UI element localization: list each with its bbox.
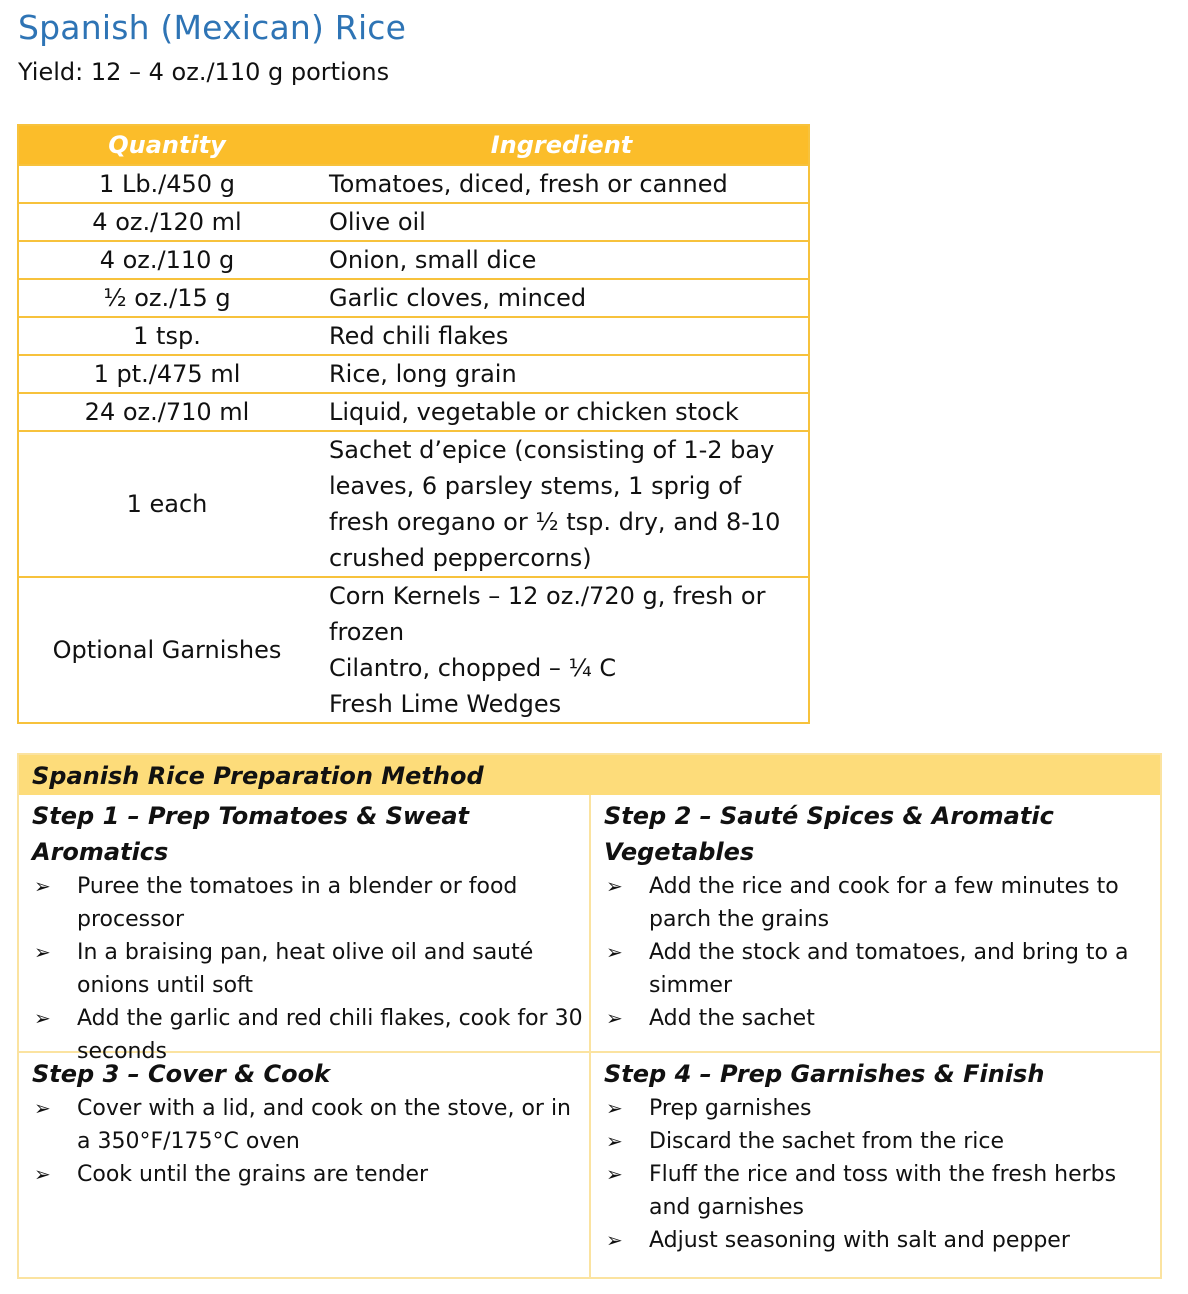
method-heading: Spanish Rice Preparation Method xyxy=(19,755,1160,795)
arrow-bullet-icon: ➢ xyxy=(34,874,51,898)
bullet-line: and garnishes xyxy=(649,1195,804,1220)
quantity-cell: 1 pt./475 ml xyxy=(18,355,315,393)
step-1-cell xyxy=(19,795,591,1064)
ingredient-line: leaves, 6 parsley stems, 1 sprig of xyxy=(329,472,742,500)
ingredients-table xyxy=(17,124,810,724)
ingredient-line: Rice, long grain xyxy=(329,360,517,388)
quantity-cell: Optional Garnishes xyxy=(18,577,315,723)
bullet-line: processor xyxy=(77,907,185,932)
bullet-line: parch the grains xyxy=(649,907,830,932)
quantity-cell: 1 Lb./450 g xyxy=(18,165,315,203)
steps-grid xyxy=(19,795,1160,1277)
ingredient-cell xyxy=(315,355,809,393)
arrow-bullet-icon: ➢ xyxy=(606,1162,623,1186)
step-bullets xyxy=(32,1092,589,1191)
arrow-bullet-icon: ➢ xyxy=(606,1228,623,1252)
ingredient-line: Onion, small dice xyxy=(329,246,537,274)
bullet-line: Puree the tomatoes in a blender or food xyxy=(77,874,518,899)
bullet-line: Cover with a lid, and cook on the stove, or in xyxy=(77,1096,572,1121)
bullet-line: seconds xyxy=(77,1039,167,1064)
step-bullets xyxy=(32,870,589,1068)
list-item xyxy=(604,1125,1161,1158)
bullet-line: Prep garnishes xyxy=(649,1096,812,1121)
ingredient-line: Fresh Lime Wedges xyxy=(329,690,562,718)
list-item xyxy=(32,936,589,1002)
bullet-line: Add the garlic and red chili flakes, cook for 30 xyxy=(77,1006,583,1031)
ingredient-cell xyxy=(315,279,809,317)
ingredient-line: frozen xyxy=(329,618,405,646)
arrow-bullet-icon: ➢ xyxy=(606,874,623,898)
arrow-bullet-icon: ➢ xyxy=(606,1096,623,1120)
quantity-cell: 1 tsp. xyxy=(18,317,315,355)
step-title: Step 2 – Sauté Spices & Aromatic Vegetables xyxy=(604,802,1054,866)
ingredient-line: Olive oil xyxy=(329,208,426,236)
ingredient-cell xyxy=(315,393,809,431)
table-row xyxy=(18,431,809,577)
list-item xyxy=(604,1158,1161,1224)
bullet-line: In a braising pan, heat olive oil and sauté xyxy=(77,940,534,965)
preparation-method xyxy=(17,753,1162,1279)
step-3-cell xyxy=(19,1053,591,1279)
step-bullets xyxy=(604,870,1161,1035)
list-item xyxy=(604,1224,1161,1257)
list-item xyxy=(604,1002,1161,1035)
bullet-line: a 350°F/175°C oven xyxy=(77,1129,300,1154)
bullet-line: simmer xyxy=(649,973,733,998)
ingredient-cell xyxy=(315,203,809,241)
recipe-yield: Yield: 12 – 4 oz./110 g portions xyxy=(18,58,390,86)
bullet-line: Adjust seasoning with salt and pepper xyxy=(649,1228,1070,1253)
ingredient-line: Tomatoes, diced, fresh or canned xyxy=(329,170,728,198)
ingredient-cell xyxy=(315,317,809,355)
bullet-line: Cook until the grains are tender xyxy=(77,1162,429,1187)
ingredient-line: Sachet d’epice (consisting of 1-2 bay xyxy=(329,436,775,464)
ingredient-cell xyxy=(315,241,809,279)
bullet-line: Add the stock and tomatoes, and bring to a xyxy=(649,940,1129,965)
step-2-cell xyxy=(591,795,1161,1053)
table-row xyxy=(18,241,809,279)
table-row xyxy=(18,279,809,317)
ingredient-line: fresh oregano or ½ tsp. dry, and 8-10 xyxy=(329,508,781,536)
arrow-bullet-icon: ➢ xyxy=(34,1162,51,1186)
arrow-bullet-icon: ➢ xyxy=(606,940,623,964)
arrow-bullet-icon: ➢ xyxy=(606,1129,623,1153)
step-bullets xyxy=(604,1092,1161,1257)
arrow-bullet-icon: ➢ xyxy=(34,1006,51,1030)
ingredient-line: Liquid, vegetable or chicken stock xyxy=(329,398,739,426)
table-row xyxy=(18,165,809,203)
step-title: Step 4 – Prep Garnishes & Finish xyxy=(604,1060,1045,1088)
quantity-cell: 24 oz./710 ml xyxy=(18,393,315,431)
bullet-line: Add the sachet xyxy=(649,1006,815,1031)
table-row xyxy=(18,317,809,355)
ingredient-line: Cilantro, chopped – ¼ C xyxy=(329,654,617,682)
bullet-line: Discard the sachet from the rice xyxy=(649,1129,1005,1154)
ingredient-line: Red chili flakes xyxy=(329,322,509,350)
ingredient-cell xyxy=(315,577,809,723)
table-header-row xyxy=(18,125,809,165)
quantity-header: Quantity xyxy=(18,125,315,165)
ingredient-line: Garlic cloves, minced xyxy=(329,284,587,312)
bullet-line: Fluff the rice and toss with the fresh herbs xyxy=(649,1162,1117,1187)
quantity-cell: ½ oz./15 g xyxy=(18,279,315,317)
ingredient-line: Corn Kernels – 12 oz./720 g, fresh or xyxy=(329,582,766,610)
quantity-cell: 4 oz./110 g xyxy=(18,241,315,279)
ingredient-cell xyxy=(315,165,809,203)
ingredient-cell xyxy=(315,431,809,577)
step-title: Step 1 – Prep Tomatoes & Sweat Aromatics xyxy=(32,802,470,866)
list-item xyxy=(604,1092,1161,1125)
table-row xyxy=(18,577,809,723)
quantity-cell: 1 each xyxy=(18,431,315,577)
table-row xyxy=(18,355,809,393)
quantity-cell: 4 oz./120 ml xyxy=(18,203,315,241)
step-title: Step 3 – Cover & Cook xyxy=(32,1060,331,1088)
list-item xyxy=(32,870,589,936)
ingredient-line: crushed peppercorns) xyxy=(329,544,592,572)
recipe-title: Spanish (Mexican) Rice xyxy=(18,8,407,47)
table-row xyxy=(18,393,809,431)
arrow-bullet-icon: ➢ xyxy=(606,1006,623,1030)
table-row xyxy=(18,203,809,241)
arrow-bullet-icon: ➢ xyxy=(34,940,51,964)
bullet-line: Add the rice and cook for a few minutes to xyxy=(649,874,1119,899)
step-4-cell xyxy=(591,1053,1161,1279)
list-item xyxy=(32,1092,589,1158)
list-item xyxy=(604,936,1161,1002)
ingredient-header: Ingredient xyxy=(315,125,809,165)
arrow-bullet-icon: ➢ xyxy=(34,1096,51,1120)
bullet-line: onions until soft xyxy=(77,973,254,998)
list-item xyxy=(32,1158,589,1191)
list-item xyxy=(604,870,1161,936)
